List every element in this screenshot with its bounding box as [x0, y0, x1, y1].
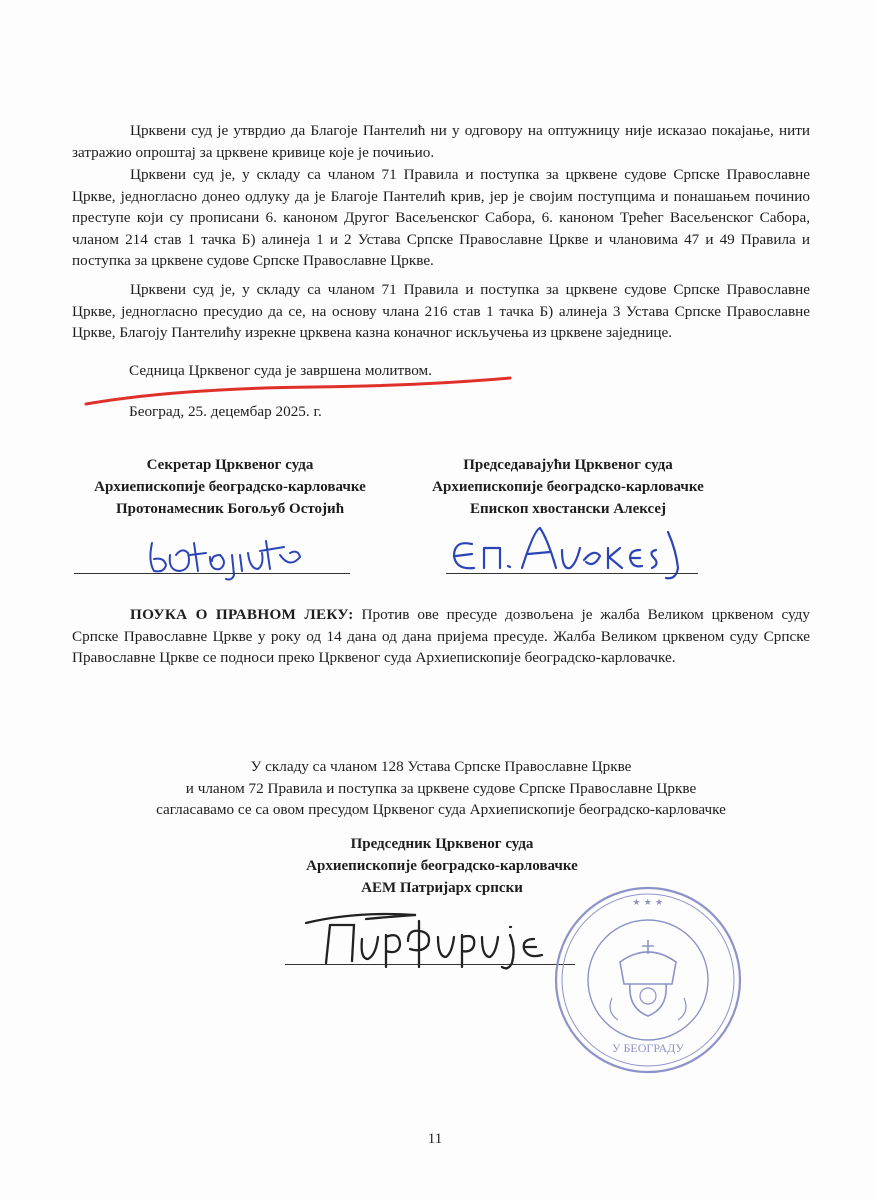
- concurrence-statement: [72, 756, 810, 821]
- presiding-signature-line: [446, 573, 698, 574]
- paragraph-sentence: Црквени суд је, у складу са чланом 71 Правила и поступка за црквене судове Српске Православне Цркве, једногласно пресудио да се, на основу члана 216 став 1 тачка Б) алинеја 3 Устава Српске Православне Цркве, Благоју Пантелићу изрекне црквена казна коначног искључења из црквене заједнице.: [72, 281, 810, 341]
- secretary-signature-block: [70, 454, 390, 520]
- patriarch-signature-line: [285, 964, 575, 965]
- patriarch-archdiocese: Архиепископије београдско-карловачке: [306, 858, 578, 874]
- presiding-archdiocese: Архиепископије београдско-карловачке: [432, 479, 704, 495]
- legal-remedy-notice: [72, 604, 810, 669]
- patriarch-title: Председник Црквеног суда: [350, 836, 534, 852]
- closing-sentence: Седница Црквеног суда је завршена молитвом.: [129, 362, 432, 379]
- secretary-signature-line: [74, 573, 350, 574]
- court-seal-stamp: [548, 880, 748, 1080]
- legal-remedy-heading: ПОУКА О ПРАВНОМ ЛЕКУ:: [130, 606, 354, 623]
- seal-city: У БЕОГРАДУ: [612, 1041, 684, 1055]
- secretary-archdiocese: Архиепископије београдско-карловачке: [94, 479, 366, 495]
- concurrence-line-1: У складу са чланом 128 Устава Српске Православне Цркве: [250, 758, 632, 775]
- paragraph-guilty-decision: Црквени суд је, у складу са чланом 71 Правила и поступка за црквене судове Српске Православне Цркве, једногласно донео одлуку да је Благоје Пантелић крив, јер је својим поступцима и понашањем починио преступе који су прописани 6. каноном Другог Васељенског Сабора, 6. каноном Трећег Васељенског Сабора, чланом 214 став 1 тачка Б) алинеја 1 и 2 Устава Српске Православне Цркве и члановима 47 и 49 Правила и поступка за црквене судове Српске Православне Цркве.: [72, 166, 810, 269]
- page-number: 11: [427, 1131, 443, 1147]
- legal-remedy-text: Против ове пресуде дозвољена је жалба Великом црквеном суду Српске Православне Цркве у року од 14 дана од дана пријема пресуде. Жалба Великом црквеном суду Српске Православне Цркве се подноси преко Црквеног суда Архиепископије београдско-карловачке.: [72, 606, 810, 666]
- patriarch-name: АЕМ Патријарх српски: [361, 880, 523, 896]
- concurrence-line-3: сагласавамо се са овом пресудом Црквеног суда Архиепископије београдско-карловачке: [156, 801, 726, 818]
- presiding-signature-block: [408, 454, 728, 520]
- concurrence-line-2: и чланом 72 Правила и поступка за црквене судове Српске Православне Цркве: [185, 779, 697, 797]
- svg-text:★ ★ ★: ★ ★ ★: [632, 897, 664, 907]
- paragraph-no-repentance: Црквени суд је утврдио да Благоје Пантелић ни у одговору на оптужницу није исказао покајање, нити затражио опроштај за црквене кривице које је почињио.: [72, 122, 810, 161]
- secretary-title: Секретар Црквеног суда: [146, 457, 314, 473]
- secretary-name: Протонамесник Богољуб Остојић: [115, 501, 345, 517]
- presiding-name: Епископ хвостански Алексеј: [470, 501, 666, 517]
- presiding-handwritten-signature: [444, 520, 704, 584]
- date-line: Београд, 25. децембар 2025. г.: [129, 403, 322, 420]
- secretary-handwritten-signature: [140, 525, 320, 585]
- presiding-title: Председавајући Црквеног суда: [463, 457, 673, 473]
